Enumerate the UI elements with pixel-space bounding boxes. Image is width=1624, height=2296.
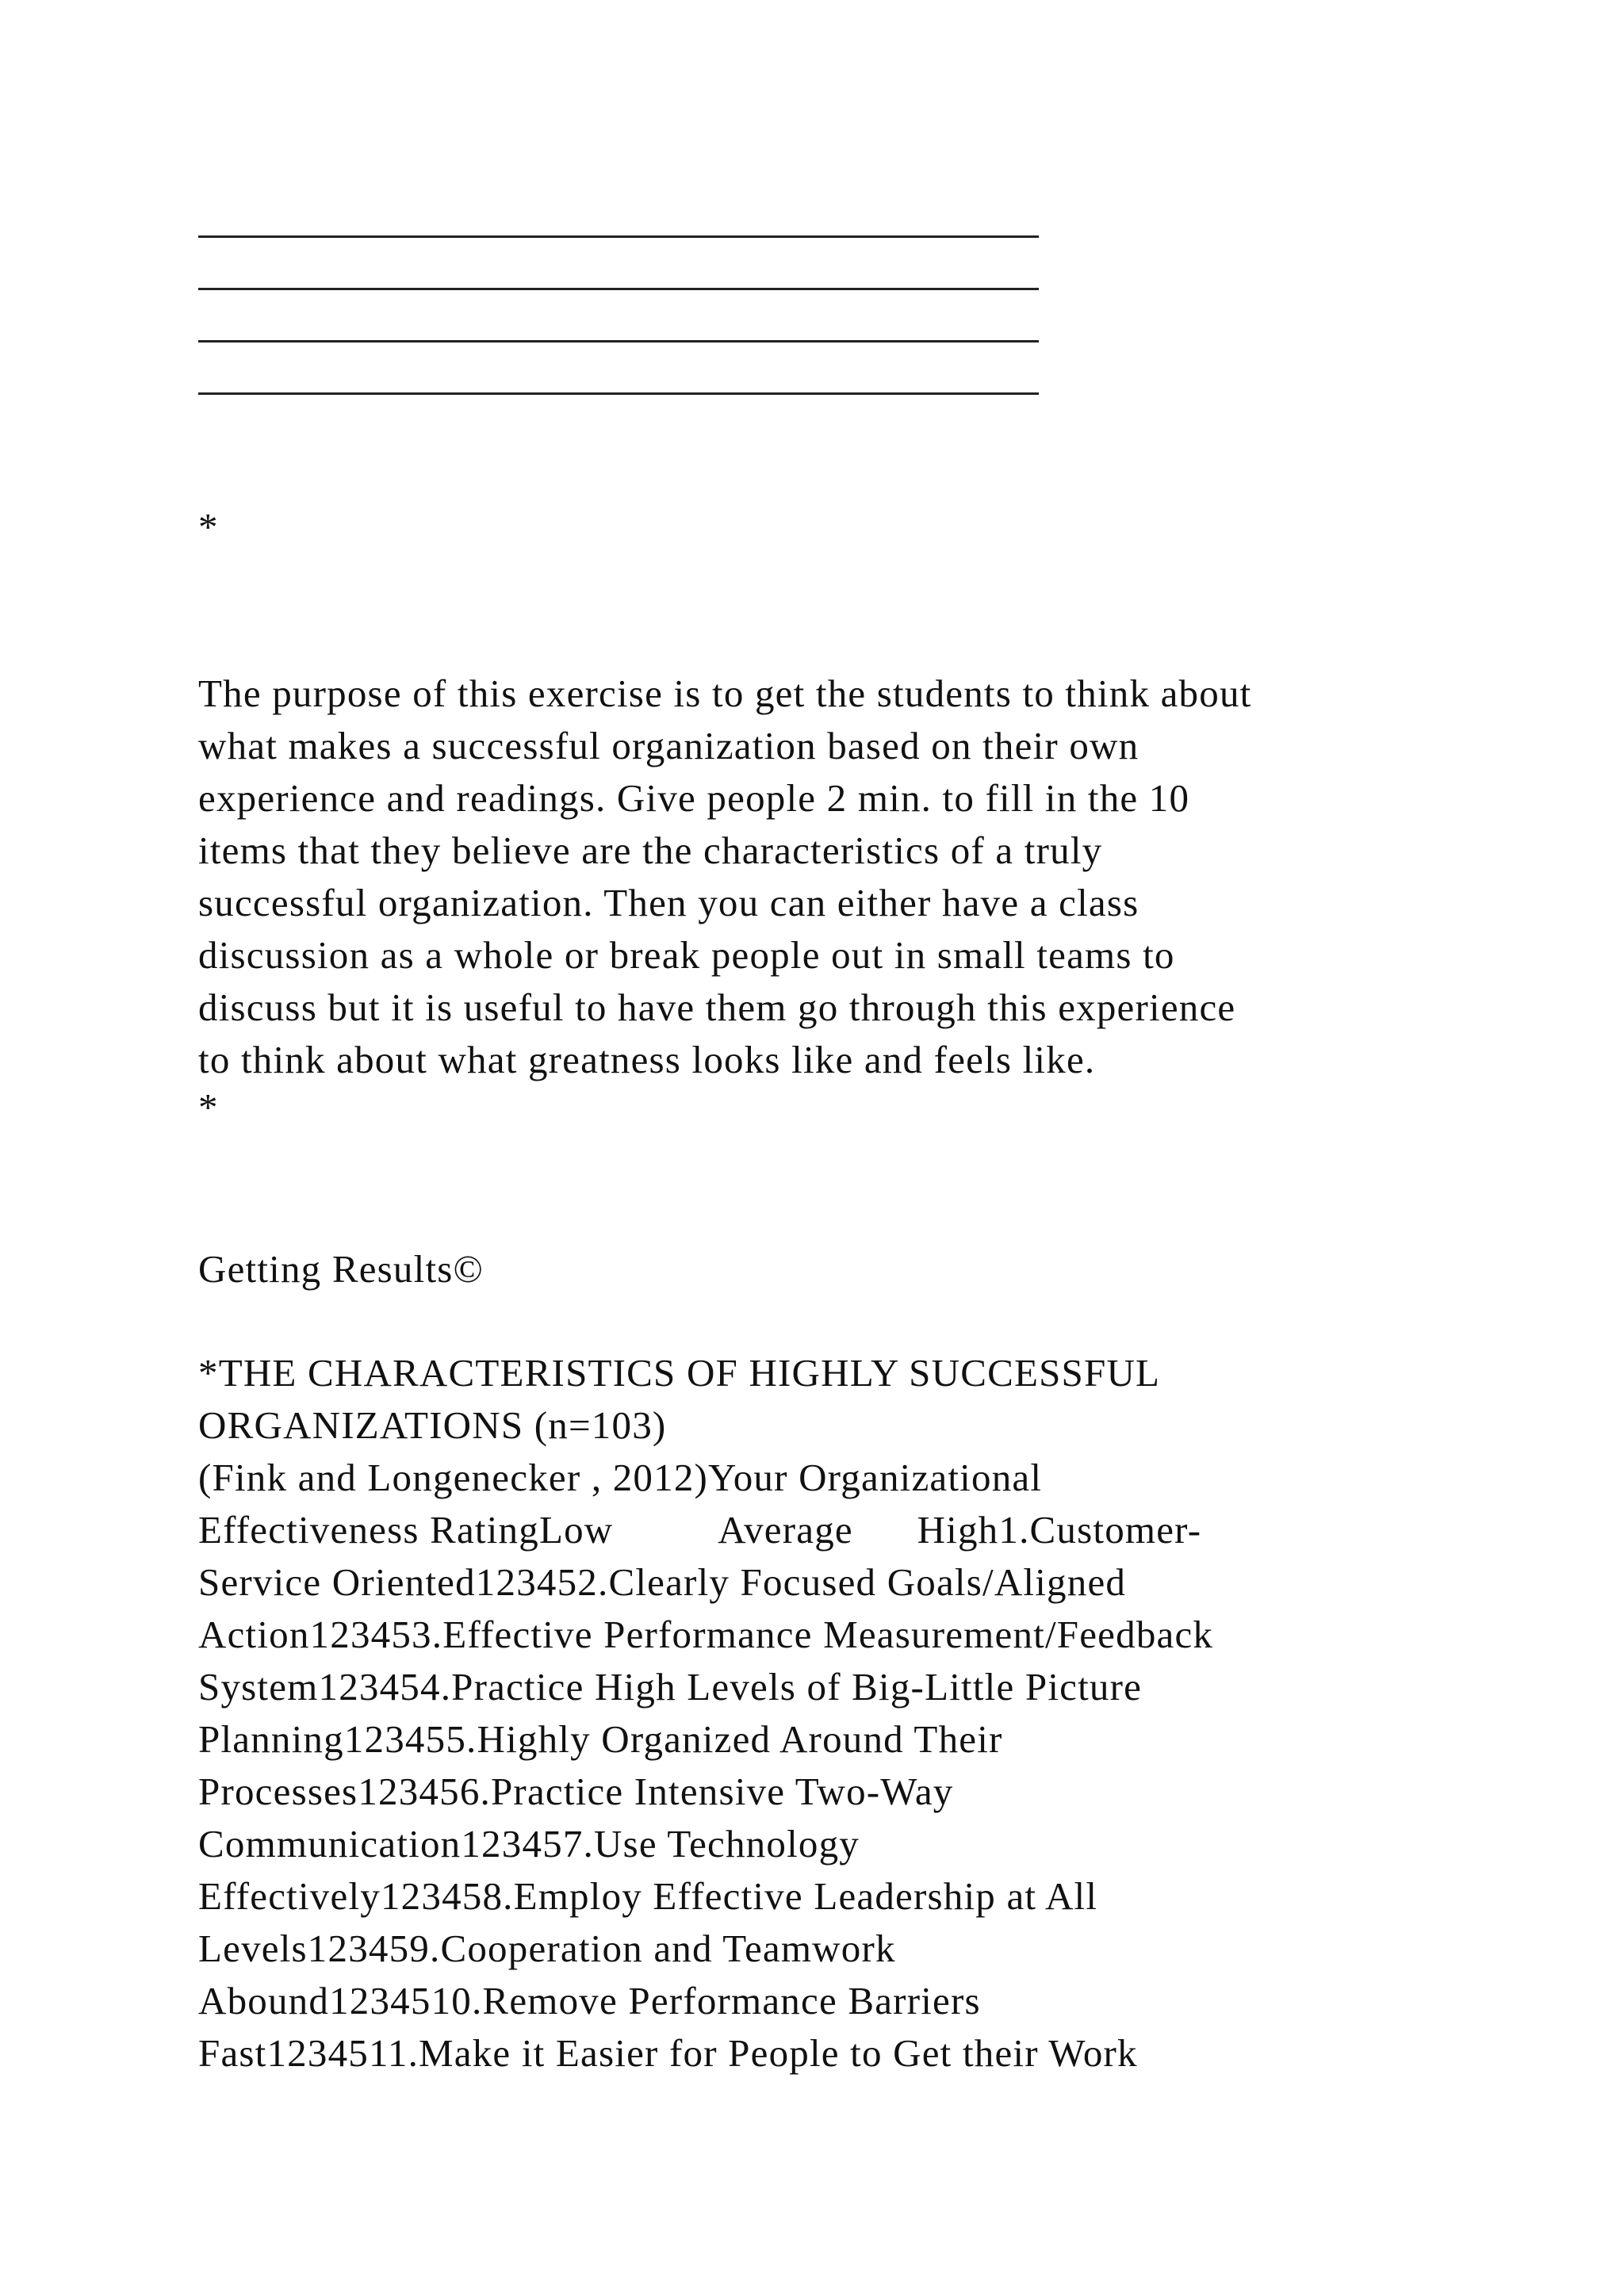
table-line-3: (Fink and Longenecker , 2012)Your Organizational [198, 1456, 1043, 1499]
table-line-7: System123454.Practice High Levels of Big-Little Picture [198, 1665, 1143, 1709]
blank-line-1 [198, 235, 1039, 238]
table-line-9: Processes123456.Practice Intensive Two-Way [198, 1770, 954, 1813]
table-line-13: Abound1234510.Remove Performance Barriers [198, 1979, 981, 2022]
purpose-line-6: discussion as a whole or break people out in small teams to [198, 933, 1175, 977]
table-line-6: Action123453.Effective Performance Measurement/Feedback [198, 1613, 1214, 1656]
purpose-line-1: The purpose of this exercise is to get the students to think about [198, 672, 1252, 715]
table-line-11: Effectively123458.Employ Effective Leadership at All [198, 1874, 1098, 1918]
table-line-8: Planning123455.Highly Organized Around Their [198, 1717, 1003, 1761]
table-line-5: Service Oriented123452.Clearly Focused Goals/Aligned [198, 1560, 1127, 1604]
table-line-2: ORGANIZATIONS (n=103) [198, 1403, 667, 1447]
table-line-12: Levels123459.Cooperation and Teamwork [198, 1927, 896, 1970]
blank-line-4 [198, 392, 1039, 395]
purpose-line-5: successful organization. Then you can either have a class [198, 881, 1139, 924]
purpose-line-7: discuss but it is useful to have them go through this experience [198, 985, 1236, 1029]
blank-line-3 [198, 340, 1039, 342]
asterisk-marker: * [198, 505, 219, 549]
purpose-line-2: what makes a successful organization based on their own [198, 724, 1139, 767]
table-line-14: Fast1234511.Make it Easier for People to Get their Work [198, 2031, 1138, 2075]
table-line-4: Effectiveness RatingLow Average High1.Customer- [198, 1508, 1202, 1552]
purpose-line-4: items that they believe are the characteristics of a truly [198, 828, 1103, 872]
getting-results-heading: Getting Results© [198, 1247, 484, 1291]
blank-line-2 [198, 288, 1039, 290]
purpose-line-3: experience and readings. Give people 2 min. to fill in the 10 [198, 776, 1190, 820]
table-line-10: Communication123457.Use Technology [198, 1822, 860, 1866]
table-line-1: *THE CHARACTERISTICS OF HIGHLY SUCCESSFUL [198, 1351, 1161, 1395]
asterisk-marker-2: * [198, 1085, 219, 1129]
purpose-line-8: to think about what greatness looks like and feels like. [198, 1038, 1096, 1081]
